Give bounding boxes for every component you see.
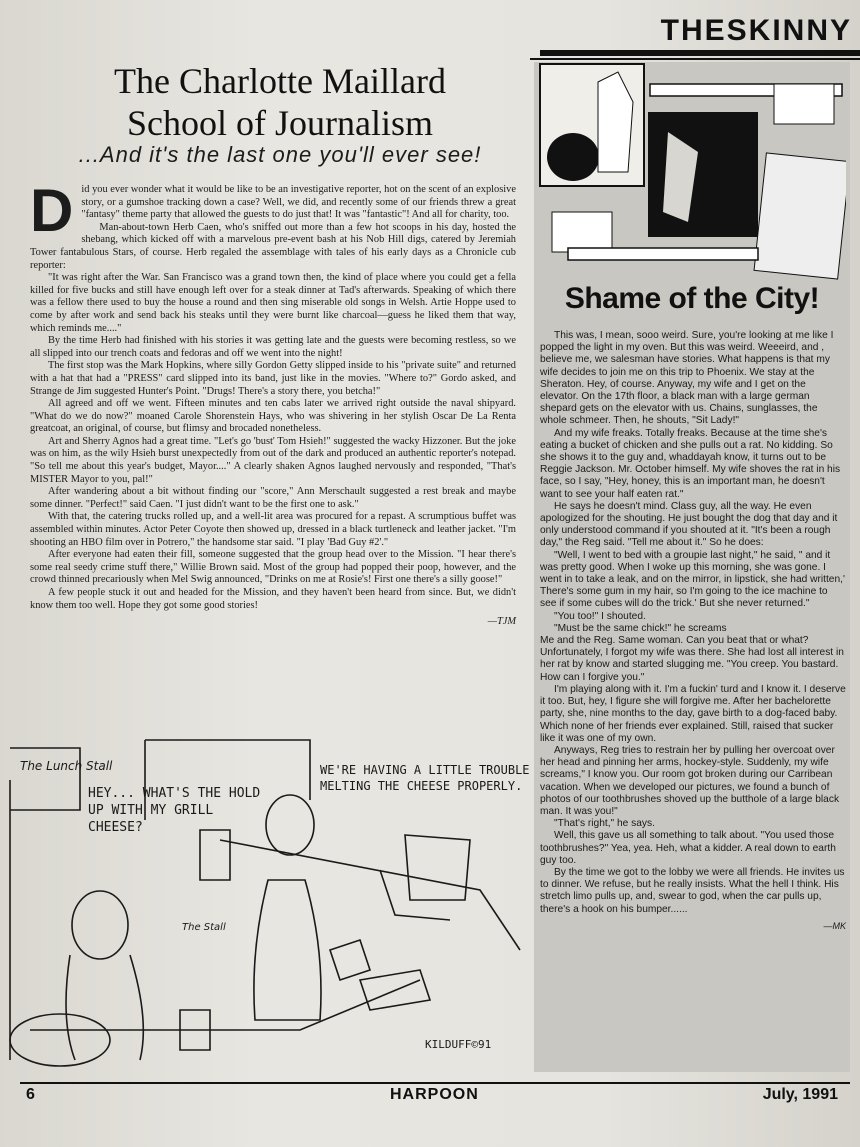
article-paragraph: A few people stuck it out and headed for the Mission, and they haven't been heard from since. But, we didn't know them too well. Hope they got some good stories! xyxy=(30,587,516,611)
column-paragraph: "Must be the same chick!" he screams xyxy=(554,622,727,634)
article-paragraph: The first stop was the Mark Hopkins, where silly Gordon Getty slipped inside to his "private suite" and returned with a hat that had a "PRESS" card slipped into its band, just like in the movies. "Where to?" Gordo asked, and Strange de Jim suggested Hunter's Point. "Drugs! There's a story there, you betcha!" xyxy=(30,360,516,397)
article-paragraph: By the time Herb had finished with his stories it was getting late and the guests were becoming restless, so we all slipped into our trench coats and fedoras and off we went into the night! xyxy=(30,335,516,359)
column-paragraph: Me and the Reg. Same woman. Can you beat that or what? Unfortunately, I forgot my wife was there. She had lost all interest in her rat by know and started slugging me. "You creep. You bastard. How can I forgive you." xyxy=(540,635,844,683)
publication-name: HARPOON xyxy=(390,1086,479,1103)
column-paragraph: "You too!" I shouted. xyxy=(554,610,646,622)
column-paragraph: By the time we got to the lobby we were all friends. He invites us to dinner. We refuse, but he really insists. What the hell I think. His stretch limo pulls up, and, swear to god, when the car pulls up, there's a hook on his bumper...... xyxy=(540,866,845,915)
footer-rule xyxy=(20,1082,850,1084)
masthead-the: THE xyxy=(660,14,727,47)
cartoon-stall-tag: The Stall xyxy=(182,922,226,933)
drop-cap: D xyxy=(30,177,74,244)
article-paragraph: Man-about-town Herb Caen, who's sniffed out more than a few hot scoops in his day, hosted the shebang, which kicked off with a marvelous pre-event bash at his Nob Hill digs, catered by Jeremiah Tower fantabulous Stars, of course. Herb regaled the assemblage with tales of his early days as a Chronicle cub reporter: xyxy=(30,221,516,271)
lunch-stall-cartoon xyxy=(0,730,530,1070)
column-paragraph: Well, this gave us all something to talk about. "You used those toothbrushes?" Yea, yea. Heh, what a kidder. A real down to earth guy too. xyxy=(540,830,836,866)
article-body xyxy=(30,177,516,629)
article-paragraph: "It was right after the War. San Francisco was a grand town then, the kind of place where you could get a fella killed for five bucks and still have enough left over for a steak dinner at Tad's afterwards. Speaking of which there was a fellow there used to buy the house a round and then sing miserable old songs in Welsh. Artie Hoppe used to come by after work and send back his steaks until they were burnt like charcoal—guess he liked them that way, which reminds me...." xyxy=(30,272,516,334)
article-paragraph: After wandering about a bit without finding our "score," Ann Merschault suggested a rest break and maybe some dinner. "Perfect!" said Caen. "I just didn't want to be the first one to ask." xyxy=(30,486,516,510)
article-paragraph xyxy=(30,177,516,244)
headline-line-2: School of Journalism xyxy=(127,103,433,143)
column-signature: —MK xyxy=(823,920,846,931)
page-number: 6 xyxy=(26,1086,35,1103)
section-masthead xyxy=(661,14,852,48)
column-paragraph: Anyways, Reg tries to restrain her by pulling her overcoat over her head and pinning her arms, hockey-style. Suddenly, my wife screams," I know you. Our room got broken during our Carribean vacation. When we developed our pictures, we found a bunch of photos of our toothbrushes shoved up the butthole of a large black man. It was you!" xyxy=(540,744,840,817)
article-paragraph: After everyone had eaten their fill, someone suggested that the group head over to the Mission. "I hear there's some real seedy crime stuff there," Willie Brown said. Most of the group had popped their poop, however, and the crowd thinned precariously when Mel Swig announced, "Drinks on me at Rosie's! First one there's a silly goose!" xyxy=(30,549,516,586)
column-paragraph: "That's right," he says. xyxy=(554,818,655,830)
column-paragraph: "Well, I went to bed with a groupie last night," he said, " and it was pretty good. When I woke up this morning, she was gone. I went in to take a leak, and on the mirror, in lipstick, she had written,' There's some gum in my hair, so I'm going to the ice machine to see if some cubes will do the trick.' But she never returned." xyxy=(540,549,845,610)
article-paragraph: Art and Sherry Agnos had a great time. "Let's go 'bust' Tom Hsieh!" suggested the wacky Hizzoner. But the joke was on him, as the wily Hsieh burst unexpectedly from out of the dark and produced an authentic reporter's notepad. "So tell me about this year's budget, Mayor...." A clearly shaken Agnos laughed nervously and responded, "That's MISTER Mayor to you, pal!" xyxy=(30,435,516,485)
masthead-rule-thin xyxy=(530,58,860,60)
article-paragraph: With that, the catering trucks rolled up, and a well-lit area was procured for a repast. A scrumptious buffet was assembled within minutes. Actor Peter Coyote then showed up, dressed in a black turtleneck and leather jacket. "I'm shooting an HBO film over in Potrero," the handsome star said. "I play 'Bad Guy #2'." xyxy=(30,511,516,548)
article-signature: —TJM xyxy=(487,616,516,628)
column-paragraph: And my wife freaks. Totally freaks. Because at the time she's eating a bucket of chicken and she pulls out a rat. No kidding. So she shows it to the guy and, whaddayah know, it turns out to be Reggie Jackson. Mr. October himself. My wife shoves the rat in his face, so I say, "Hey, honey, this is an important man, he doesn't want to see your half eaten rat." xyxy=(540,427,841,500)
article-paragraph-text: id you ever wonder what it would be like to be an investigative reporter, hot on the scent of an explosive story, or a gumshoe tracking down a case? Well, we did, and recently some of our friends threw a great "fantasy" theme party that allowed the guests to do just that! It was "fantastic"! And all for charity, too. xyxy=(81,184,516,221)
masthead-skinny: SKINNY xyxy=(726,14,852,47)
headline-line-1: The Charlotte Maillard xyxy=(114,61,446,101)
cartoon-sign-text: The Lunch Stall xyxy=(20,759,113,773)
column-paragraph: He says he doesn't mind. Class guy, all the way. He even apologized for the shouting. He just bought the dog that day and it only understood command if you shouted at it. "It's been a rough day," the Reg said. "Tell me about it." So he does: xyxy=(540,500,838,549)
article-headline xyxy=(30,60,530,144)
article-paragraph: All agreed and off we went. Fifteen minutes and ten cabs later we arrived right outside the naval shipyard. "What do we do now?" moaned Carole Shorenstein Hays, who was shivering in her stylish Oscar De La Renta greatcoat, an original, of course, but flimsy and brocaded nonetheless. xyxy=(30,398,516,435)
cartoon-bubble-left: HEY... WHAT'S THE HOLD UP WITH MY GRILL CHEESE? xyxy=(88,786,261,835)
column-paragraph: I'm playing along with it. I'm a fuckin' turd and I know it. I deserve it too. But, hey, I figure she will forgive me. After her bachelorette party, she, nine months to the day, gave birth to a dog-faced baby. Which none of her friends ever explained. Still, raised that sucker like it was one of my own. xyxy=(540,683,846,744)
cartoon-bubble-right: WE'RE HAVING A LITTLE TROUBLE MELTING THE CHEESE PROPERLY. xyxy=(320,763,530,793)
column-paragraph: This was, I mean, sooo weird. Sure, you're looking at me like I popped the light in my oven. But this was weird. Weeeird, and , believe me, we salesman have stories. What happens is that my wife decides to join me on this trip to Phoenix. We stay at the Sheraton. Hey, of course. Anyway, my wife and I get on the elevator. On the 17th floor, a black man with a large german shepard gets on the elevator with us. Chains, sunglasses, the whole schmeer. Then, he shouts, "Sit Lady!" xyxy=(540,330,834,427)
masthead-rule xyxy=(540,50,860,56)
column-title: Shame of the City! xyxy=(564,282,820,315)
column-body xyxy=(540,330,846,932)
issue-date: July, 1991 xyxy=(762,1086,838,1103)
column-illustration xyxy=(538,62,846,280)
article-subhead: ...And it's the last one you'll ever see! xyxy=(78,142,482,167)
cartoon-credit: KILDUFF©91 xyxy=(425,1038,492,1051)
